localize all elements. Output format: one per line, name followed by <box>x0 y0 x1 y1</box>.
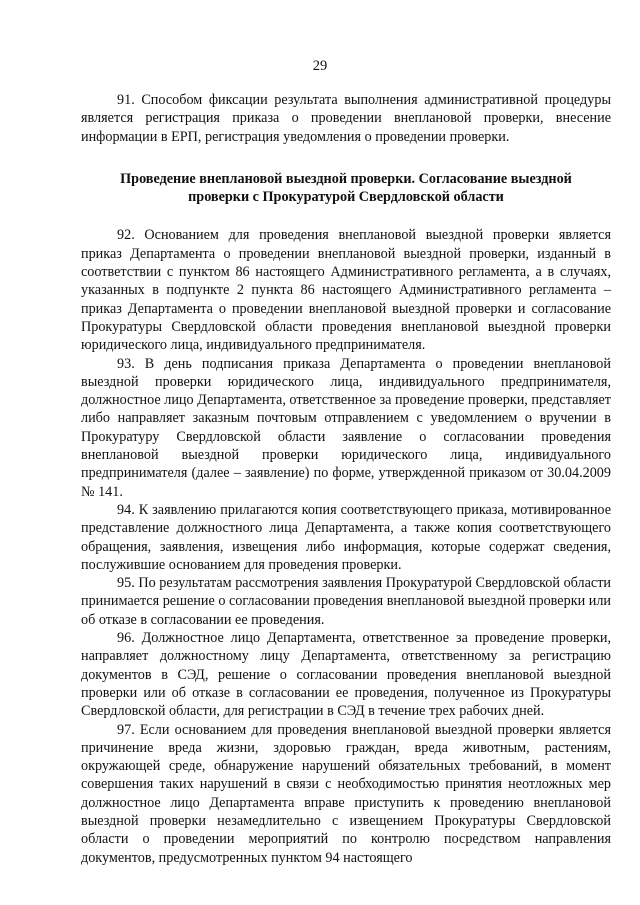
page-number: 29 <box>312 58 328 74</box>
paragraph-97: 97. Если основанием для проведения внеплановой выездной проверки является причинение вреда жизни, здоровью граждан, вреда животным, растениям, окружающей среде, обнаружение нарушений обязательных требований, в момент совершения таких нарушений в связи с необходимостью принятия неотложных мер должностное лицо Департамента вправе приступить к проведению внеплановой выездной проверки незамедлительно с извещением Прокуратуры Свердловской области о проведении мероприятий по контролю посредством направления документов, предусмотренных пунктом 94 настоящего <box>81 721 611 866</box>
paragraph-95: 95. По результатам рассмотрения заявления Прокуратурой Свердловской области принимается решение о согласовании проведения внеплановой выездной проверки или об отказе в согласовании ее проведения. <box>81 575 611 628</box>
paragraph-94: 94. К заявлению прилагаются копия соответствующего приказа, мотивированное представление должностного лица Департамента, а также копия соответствующего обращения, заявления, извещения либо информация, которые содержат сведения, послужившие основанием для проведения проверки. <box>81 501 611 573</box>
paragraph-91: 91. Способом фиксации результата выполнения административной процедуры является регистрация приказа о проведении внеплановой проверки, внесение информации в ЕРП, регистрация уведомления о проведении проверки. <box>81 92 611 145</box>
paragraph-93: 93. В день подписания приказа Департамента о проведении внеплановой выездной проверки юридического лица, индивидуального предпринимателя, должностное лицо Департамента, ответственное за проведение проверки, представляет либо направляет заказным почтовым отправлением с уведомлением о вручении в Прокуратуру Свердловской области заявление о согласовании проведения внеплановой выездной проверки юридического лица, индивидуального предпринимателя (далее – заявление) по форме, утвержденной приказом от 30.04.2009 № 141. <box>81 355 611 500</box>
document-body <box>81 91 611 867</box>
section-heading: Проведение внеплановой выездной проверки. Согласование выездной проверки с Прокуратурой Свердловской области <box>120 170 572 206</box>
paragraph-96: 96. Должностное лицо Департамента, ответственное за проведение проверки, направляет должностному лицу Департамента, ответственному за регистрацию документов в СЭД, решение о согласовании проведения внеплановой выездной проверки или об отказе в согласовании ее проведения, полученное из Прокуратуры Свердловской области, для регистрации в СЭД в течение трех рабочих дней. <box>81 630 611 720</box>
paragraph-92: 92. Основанием для проведения внеплановой выездной проверки является приказ Департамента о проведении внеплановой выездной проверки, изданный в соответствии с пунктом 86 настоящего Административного регламента, а в случаях, указанных в подпункте 2 пункта 86 настоящего Административного регламента – приказ Департамента о проведении внеплановой выездной проверки и согласование Прокуратуры Свердловской области проведения внеплановой выездной проверки юридического лица, индивидуального предпринимателя. <box>81 227 611 354</box>
